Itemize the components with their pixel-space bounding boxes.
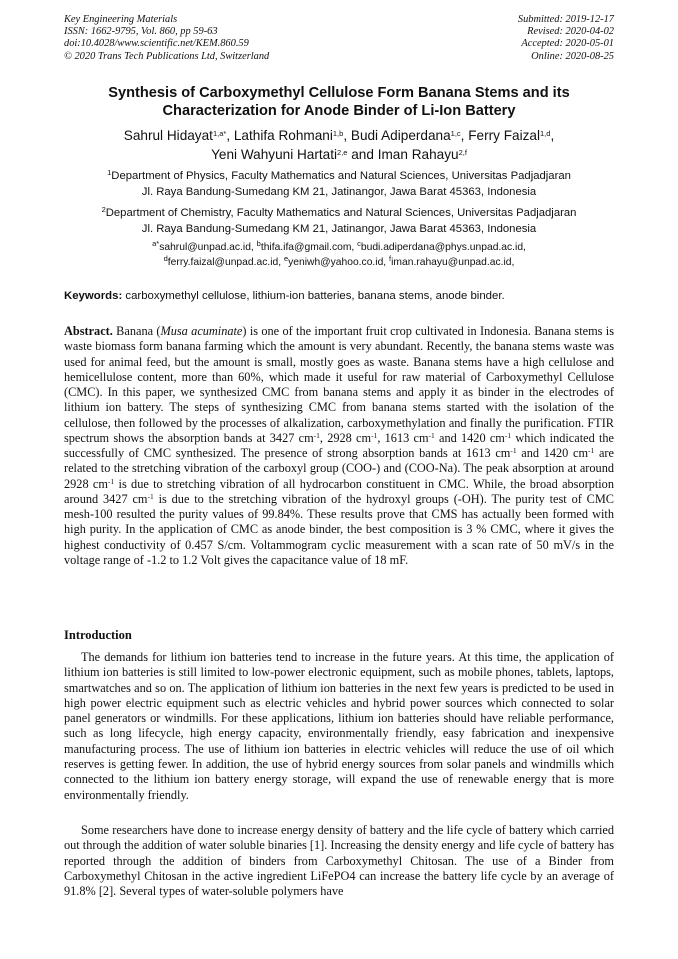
author-sep: , <box>460 128 469 143</box>
introduction-paragraph-2: Some researchers have done to increase energy density of battery and the life cycle of battery which carried out through the addition of water soluble binaries [1]. Increasing the density energy and life cycle of battery has reported through the addition of binders from Carboxymethyl Chitosan. The use of a Binder from Carboxymethyl Chitosan in the active ingredient LiFePO4 can increase the battery life cycle by an average of 91.8% [2]. Several types of water-soluble polymers have <box>64 823 614 899</box>
author-sep: , <box>226 128 234 143</box>
author-affil: 1,c <box>450 129 461 138</box>
abstract-species: Musa acuminate <box>160 324 243 338</box>
abstract-text: and 1420 cm <box>434 430 505 445</box>
journal-issn: ISSN: 1662-9795, Vol. 860, pp 59-63 <box>64 26 218 38</box>
author-name: Sahrul Hidayat <box>123 128 213 143</box>
unit-sup: -1 <box>504 430 512 440</box>
author-name: Budi Adiperdana <box>350 128 451 143</box>
affiliation-address: Jl. Raya Bandung-Sumedang KM 21, Jatinangor, Jawa Barat 45363, Indonesia <box>141 223 537 235</box>
abstract <box>64 324 614 568</box>
abstract-comma: , <box>377 430 381 445</box>
journal-name: Key Engineering Materials <box>64 14 178 25</box>
email-mark: d <box>163 254 168 263</box>
unit-sup: -1 <box>588 446 595 455</box>
journal-header-right <box>518 14 614 63</box>
unit-sup: -1 <box>510 446 517 455</box>
abstract-text: and 1420 cm <box>516 446 589 460</box>
author-line-2 <box>64 145 614 164</box>
abstract-text: 2928 cm <box>322 430 372 445</box>
email-mark: c <box>357 239 361 248</box>
author-name: Iman Rahayu <box>377 147 459 162</box>
date-revised: Revised: 2020-04-02 <box>527 26 614 38</box>
title-line-1: Synthesis of Carboxymethyl Cellulose Form Banana Stems and its <box>108 85 570 101</box>
author-affil: 1,a* <box>212 129 227 138</box>
author-emails <box>64 240 614 270</box>
author-name: Lathifa Rohmani <box>233 128 333 143</box>
unit-sup: -1 <box>107 476 115 486</box>
email-link[interactable]: yeniwh@yahoo.co.id, <box>288 257 390 268</box>
unit-sup: -1 <box>147 491 154 501</box>
unit-sup: -1 <box>371 430 378 440</box>
abstract-text: is due to stretching vibration of all hydrocarbon constituent in CMC. While, the broad absorption around 3427 cm <box>64 476 614 506</box>
email-mark: a* <box>152 239 160 248</box>
email-link[interactable]: sahrul@unpad.ac.id, <box>159 242 257 253</box>
abstract-label: Abstract. <box>64 324 113 338</box>
keywords <box>64 289 614 304</box>
email-link[interactable]: thifa.ifa@gmail.com, <box>260 242 358 253</box>
author-list <box>64 126 614 164</box>
date-online: Online: 2020-08-25 <box>531 50 614 62</box>
email-link[interactable]: budi.adiperdana@phys.unpad.ac.id, <box>360 242 526 253</box>
author-name: Ferry Faizal <box>468 128 540 143</box>
author-sep: , <box>550 128 555 143</box>
abstract-text: which indicated the successfully of CMC synthesized. The presence of strong absorption bands at 1613 cm <box>64 430 614 460</box>
abstract-text: 1613 cm <box>380 430 429 445</box>
email-link[interactable]: iman.rahayu@unpad.ac.id, <box>391 257 515 268</box>
date-submitted: Submitted: 2019-12-17 <box>517 14 614 25</box>
author-sep: , <box>343 128 351 143</box>
affiliation-2 <box>64 205 614 237</box>
journal-copyright: © 2020 Trans Tech Publications Ltd, Switzerland <box>64 50 270 62</box>
affiliation-1 <box>64 168 614 200</box>
author-line-1 <box>64 126 614 145</box>
abstract-text: is due to the stretching vibration of the hydroxyl groups (-OH). The purity test of CMC mesh-100 resulted the purity values of 99.84%. These results prove that CMS has actually been formed with high purity. In the application of CMC as anode binder, the best composition is 3 % CMC, where it gives the highest conductivity of 0.457 S/cm. Voltammogram cyclic measurement with a scan rate of 50 mV/s in the voltage range of -1.2 to 1.2 Volt gives the capacitance value of 18 mF. <box>64 491 615 567</box>
affiliation-address: Jl. Raya Bandung-Sumedang KM 21, Jatinangor, Jawa Barat 45363, Indonesia <box>141 186 537 198</box>
section-heading-introduction: Introduction <box>64 628 132 642</box>
email-mark: e <box>283 254 289 263</box>
author-affil: 2,f <box>458 148 467 157</box>
abstract-text: are related to the stretching vibration of the carboxyl group (COO-) and (COO-Na). The peak absorption at around 2928 cm <box>64 446 614 491</box>
author-sep: and <box>347 147 378 162</box>
email-link[interactable]: ferry.faizal@unpad.ac.id, <box>167 257 284 268</box>
introduction-paragraph-1: The demands for lithium ion batteries tend to increase in the future years. At this time, the application of lithium ion batteries is still limited to low-power electronic equipment, such as mobile phones, tablets, laptops, smartwatches and so on. The application of lithium ion batteries in the next few years is predicted to be used in high power electric equipment such as electric vehicles and hybrid power sources which connected to solar panel generators or windmills. For these applications, lithium ion batteries should have reliable performance, such as long lifecycle, high energy capacity, environmentally friendly, easy fabrication and inexpensive manufacturing process. The use of lithium ion batteries in electric vehicles will reduce the use of oil which reserves is getting fewer. In addition, the use of hybrid energy sources from solar panels and windmills which connected to the lithium ion battery energy storage, will expand the use of renewable energy that is more environmentally friendly. <box>64 650 614 802</box>
keywords-text: carboxymethyl cellulose, lithium-ion batteries, banana stems, anode binder. <box>122 290 505 302</box>
keywords-label: Keywords: <box>64 290 123 302</box>
abstract-text: Banana ( <box>112 324 161 338</box>
author-affil: 1,b <box>332 129 344 138</box>
author-name: Yeni Wahyuni Hartati <box>211 147 338 162</box>
title-line-2: Characterization for Anode Binder of Li-Ion Battery <box>162 103 516 119</box>
affiliation-number: 1 <box>107 168 112 177</box>
date-accepted: Accepted: 2020-05-01 <box>521 38 614 50</box>
unit-sup: -1 <box>313 430 320 440</box>
abstract-comma: , <box>319 430 323 445</box>
journal-doi: doi:10.4028/www.scientific.net/KEM.860.59 <box>64 38 249 50</box>
unit-sup: -1 <box>428 430 435 440</box>
email-mark: f <box>389 254 392 263</box>
paper-title <box>64 84 614 120</box>
author-affil: 2,e <box>337 148 348 157</box>
affiliation-dept: Department of Physics, Faculty Mathematics and Natural Sciences, Universitas Padjadjaran <box>111 170 571 182</box>
email-mark: b <box>256 239 261 248</box>
affiliation-dept: Department of Chemistry, Faculty Mathematics and Natural Sciences, Universitas Padjadjaran <box>105 207 577 219</box>
affiliation-number: 2 <box>101 205 106 214</box>
abstract-text: ) is one of the important fruit crop cultivated in Indonesia. Banana stems is waste biomass form banana farming which the amount is very abundant. Recently, the banana stems waste was used for animal feed, but the amount is small, mostly goes as waste. Banana stems have a high cellulose and hemicellulose content, more than 60%, which made it useful for raw material of Carboxymethyl Cellulose (CMC). In this paper, we synthesized CMC from banana stems and apply it as binder in the electrodes of lithium ion battery. The steps of synthesizing CMC from banana stems started with the isolation of the cellulose, then followed by the processes of alkalization, carboxymethylation and finally the purification. FTIR spectrum shows the absorption bands at 3427 cm <box>64 324 614 445</box>
journal-header-left <box>64 14 269 63</box>
author-affil: 1,d <box>540 129 551 138</box>
